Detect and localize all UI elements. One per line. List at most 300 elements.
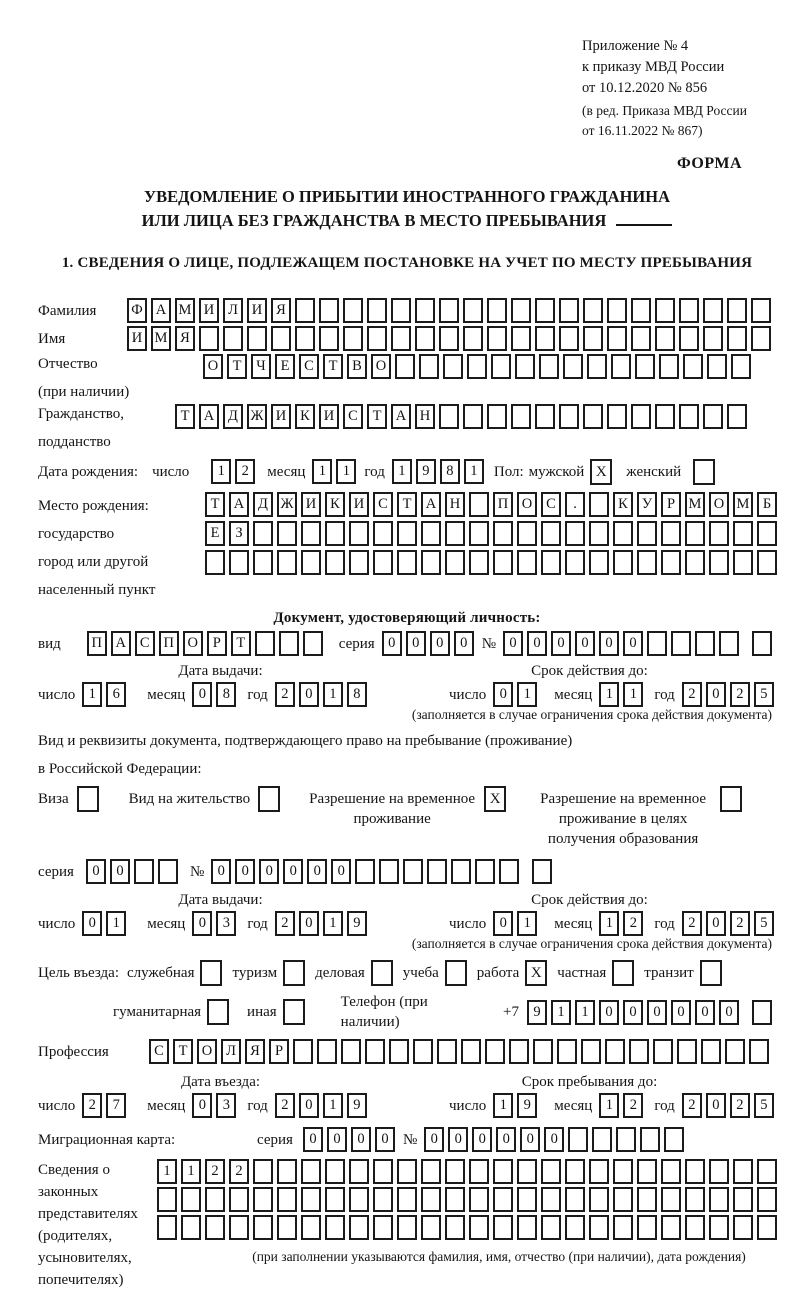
char-cell[interactable] — [413, 1039, 433, 1064]
char-cell[interactable]: О — [517, 492, 537, 517]
char-cell[interactable] — [587, 354, 607, 379]
char-cell[interactable] — [565, 521, 585, 546]
char-cell[interactable] — [157, 1215, 177, 1240]
char-cell[interactable] — [517, 1215, 537, 1240]
char-cell[interactable] — [253, 1187, 273, 1212]
char-cell[interactable]: Ф — [127, 298, 147, 323]
char-cell[interactable] — [709, 1159, 729, 1184]
char-cell[interactable]: Т — [205, 492, 225, 517]
char-cell[interactable] — [679, 298, 699, 323]
char-cell[interactable]: 2 — [682, 682, 702, 707]
char-cell[interactable] — [293, 1039, 313, 1064]
char-cell[interactable]: О — [203, 354, 223, 379]
char-cell[interactable]: С — [541, 492, 561, 517]
char-cell[interactable] — [421, 1159, 441, 1184]
char-cell[interactable]: 0 — [424, 1127, 444, 1152]
char-cell[interactable]: 0 — [719, 1000, 739, 1025]
char-cell[interactable] — [671, 631, 691, 656]
char-cell[interactable] — [445, 1159, 465, 1184]
char-cell[interactable]: 9 — [347, 1093, 367, 1118]
char-cell[interactable]: Р — [269, 1039, 289, 1064]
char-cell[interactable] — [583, 326, 603, 351]
char-cell[interactable]: 1 — [464, 459, 484, 484]
char-cell[interactable]: Д — [223, 404, 243, 429]
char-cell[interactable]: Я — [175, 326, 195, 351]
char-cell[interactable]: С — [343, 404, 363, 429]
char-cell[interactable] — [463, 298, 483, 323]
char-cell[interactable]: О — [709, 492, 729, 517]
char-cell[interactable] — [395, 354, 415, 379]
char-cell[interactable]: Е — [275, 354, 295, 379]
char-cell[interactable] — [725, 1039, 745, 1064]
char-cell[interactable]: О — [183, 631, 203, 656]
char-cell[interactable]: 5 — [754, 911, 774, 936]
char-cell[interactable] — [695, 631, 715, 656]
char-cell[interactable] — [397, 1187, 417, 1212]
char-cell[interactable] — [445, 550, 465, 575]
char-cell[interactable] — [325, 1159, 345, 1184]
char-cell[interactable]: Т — [227, 354, 247, 379]
char-cell[interactable] — [731, 354, 751, 379]
char-cell[interactable]: 1 — [517, 911, 537, 936]
char-cell[interactable] — [517, 550, 537, 575]
char-cell[interactable] — [421, 521, 441, 546]
char-cell[interactable] — [253, 550, 273, 575]
char-cell[interactable] — [301, 1159, 321, 1184]
char-cell[interactable]: С — [373, 492, 393, 517]
char-cell[interactable] — [661, 1215, 681, 1240]
char-cell[interactable] — [421, 550, 441, 575]
char-cell[interactable]: 5 — [754, 1093, 774, 1118]
char-cell[interactable]: 0 — [544, 1127, 564, 1152]
char-cell[interactable] — [677, 1039, 697, 1064]
char-cell[interactable]: 0 — [259, 859, 279, 884]
char-cell[interactable]: Р — [661, 492, 681, 517]
char-cell[interactable] — [439, 326, 459, 351]
char-cell[interactable]: О — [371, 354, 391, 379]
char-cell[interactable]: 2 — [275, 1093, 295, 1118]
char-cell[interactable] — [581, 1039, 601, 1064]
char-cell[interactable] — [709, 521, 729, 546]
char-cell[interactable]: А — [229, 492, 249, 517]
char-cell[interactable] — [557, 1039, 577, 1064]
char-cell[interactable] — [469, 1215, 489, 1240]
char-cell[interactable] — [415, 326, 435, 351]
char-cell[interactable]: 8 — [216, 682, 236, 707]
char-cell[interactable]: 0 — [192, 1093, 212, 1118]
char-cell[interactable] — [355, 859, 375, 884]
char-cell[interactable] — [616, 1127, 636, 1152]
char-cell[interactable] — [301, 521, 321, 546]
char-cell[interactable]: 1 — [517, 682, 537, 707]
char-cell[interactable] — [229, 1187, 249, 1212]
char-cell[interactable] — [469, 1187, 489, 1212]
char-cell[interactable]: 2 — [623, 1093, 643, 1118]
temp-residence-checkbox[interactable]: X — [484, 786, 506, 812]
char-cell[interactable] — [613, 550, 633, 575]
char-cell[interactable]: 0 — [382, 631, 402, 656]
char-cell[interactable] — [325, 550, 345, 575]
char-cell[interactable]: Р — [207, 631, 227, 656]
char-cell[interactable]: Т — [397, 492, 417, 517]
char-cell[interactable]: 1 — [157, 1159, 177, 1184]
char-cell[interactable]: 0 — [406, 631, 426, 656]
temp-residence-education-checkbox[interactable] — [720, 786, 742, 812]
char-cell[interactable]: 3 — [216, 911, 236, 936]
char-cell[interactable] — [583, 298, 603, 323]
char-cell[interactable] — [727, 404, 747, 429]
char-cell[interactable] — [589, 1215, 609, 1240]
char-cell[interactable]: Т — [367, 404, 387, 429]
char-cell[interactable] — [727, 298, 747, 323]
char-cell[interactable]: И — [349, 492, 369, 517]
char-cell[interactable]: 0 — [527, 631, 547, 656]
char-cell[interactable] — [158, 859, 178, 884]
char-cell[interactable]: М — [151, 326, 171, 351]
char-cell[interactable] — [532, 859, 552, 884]
char-cell[interactable] — [751, 298, 771, 323]
char-cell[interactable] — [701, 1039, 721, 1064]
char-cell[interactable]: 2 — [682, 911, 702, 936]
char-cell[interactable] — [397, 550, 417, 575]
char-cell[interactable] — [757, 1159, 777, 1184]
char-cell[interactable]: С — [135, 631, 155, 656]
char-cell[interactable] — [469, 550, 489, 575]
char-cell[interactable] — [703, 404, 723, 429]
char-cell[interactable]: 0 — [307, 859, 327, 884]
char-cell[interactable] — [635, 354, 655, 379]
char-cell[interactable] — [343, 326, 363, 351]
char-cell[interactable] — [397, 1215, 417, 1240]
char-cell[interactable]: 2 — [730, 1093, 750, 1118]
char-cell[interactable]: 0 — [82, 911, 102, 936]
char-cell[interactable] — [607, 298, 627, 323]
char-cell[interactable] — [439, 298, 459, 323]
char-cell[interactable] — [493, 1215, 513, 1240]
char-cell[interactable] — [679, 404, 699, 429]
char-cell[interactable] — [683, 354, 703, 379]
char-cell[interactable] — [499, 859, 519, 884]
char-cell[interactable] — [517, 1159, 537, 1184]
char-cell[interactable]: 0 — [430, 631, 450, 656]
char-cell[interactable]: Л — [223, 298, 243, 323]
char-cell[interactable] — [637, 521, 657, 546]
char-cell[interactable]: 0 — [493, 911, 513, 936]
char-cell[interactable]: 0 — [454, 631, 474, 656]
char-cell[interactable] — [757, 550, 777, 575]
char-cell[interactable]: Н — [415, 404, 435, 429]
char-cell[interactable] — [533, 1039, 553, 1064]
char-cell[interactable] — [421, 1187, 441, 1212]
char-cell[interactable]: 0 — [575, 631, 595, 656]
char-cell[interactable] — [664, 1127, 684, 1152]
char-cell[interactable] — [461, 1039, 481, 1064]
char-cell[interactable]: 1 — [106, 911, 126, 936]
char-cell[interactable]: 3 — [216, 1093, 236, 1118]
char-cell[interactable] — [319, 326, 339, 351]
char-cell[interactable]: 8 — [347, 682, 367, 707]
char-cell[interactable] — [733, 1159, 753, 1184]
purpose-study-checkbox[interactable] — [445, 960, 467, 986]
char-cell[interactable] — [757, 1215, 777, 1240]
char-cell[interactable] — [511, 404, 531, 429]
char-cell[interactable] — [253, 1215, 273, 1240]
char-cell[interactable]: 0 — [299, 1093, 319, 1118]
char-cell[interactable]: 2 — [682, 1093, 702, 1118]
char-cell[interactable] — [463, 326, 483, 351]
purpose-transit-checkbox[interactable] — [700, 960, 722, 986]
char-cell[interactable] — [727, 326, 747, 351]
char-cell[interactable] — [541, 1187, 561, 1212]
purpose-humanitarian-checkbox[interactable] — [207, 999, 229, 1025]
char-cell[interactable] — [589, 550, 609, 575]
char-cell[interactable] — [325, 1187, 345, 1212]
char-cell[interactable] — [373, 550, 393, 575]
char-cell[interactable] — [469, 1159, 489, 1184]
char-cell[interactable] — [445, 521, 465, 546]
char-cell[interactable] — [539, 354, 559, 379]
char-cell[interactable] — [325, 521, 345, 546]
char-cell[interactable]: 0 — [706, 911, 726, 936]
char-cell[interactable] — [613, 1215, 633, 1240]
char-cell[interactable]: 0 — [551, 631, 571, 656]
char-cell[interactable] — [205, 1215, 225, 1240]
char-cell[interactable]: 0 — [211, 859, 231, 884]
char-cell[interactable]: 1 — [623, 682, 643, 707]
char-cell[interactable] — [511, 298, 531, 323]
char-cell[interactable] — [367, 326, 387, 351]
char-cell[interactable]: 1 — [599, 682, 619, 707]
residence-permit-checkbox[interactable] — [258, 786, 280, 812]
char-cell[interactable]: М — [175, 298, 195, 323]
char-cell[interactable] — [637, 1215, 657, 1240]
char-cell[interactable]: 0 — [647, 1000, 667, 1025]
char-cell[interactable]: 0 — [375, 1127, 395, 1152]
char-cell[interactable] — [589, 521, 609, 546]
char-cell[interactable] — [631, 326, 651, 351]
char-cell[interactable] — [749, 1039, 769, 1064]
char-cell[interactable] — [733, 1215, 753, 1240]
char-cell[interactable] — [325, 1215, 345, 1240]
char-cell[interactable] — [751, 326, 771, 351]
char-cell[interactable]: 1 — [323, 1093, 343, 1118]
char-cell[interactable] — [451, 859, 471, 884]
char-cell[interactable] — [752, 1000, 772, 1025]
char-cell[interactable] — [391, 326, 411, 351]
char-cell[interactable]: С — [149, 1039, 169, 1064]
char-cell[interactable] — [535, 404, 555, 429]
char-cell[interactable] — [631, 298, 651, 323]
char-cell[interactable]: 1 — [323, 911, 343, 936]
char-cell[interactable] — [605, 1039, 625, 1064]
char-cell[interactable]: 7 — [106, 1093, 126, 1118]
char-cell[interactable] — [365, 1039, 385, 1064]
purpose-tourism-checkbox[interactable] — [283, 960, 305, 986]
char-cell[interactable] — [317, 1039, 337, 1064]
char-cell[interactable] — [389, 1039, 409, 1064]
visa-checkbox[interactable] — [77, 786, 99, 812]
char-cell[interactable] — [493, 550, 513, 575]
char-cell[interactable] — [445, 1215, 465, 1240]
char-cell[interactable] — [607, 404, 627, 429]
char-cell[interactable]: 1 — [323, 682, 343, 707]
char-cell[interactable]: 2 — [235, 459, 255, 484]
char-cell[interactable] — [349, 1215, 369, 1240]
char-cell[interactable]: С — [299, 354, 319, 379]
char-cell[interactable]: 1 — [211, 459, 231, 484]
char-cell[interactable] — [491, 354, 511, 379]
char-cell[interactable]: Т — [323, 354, 343, 379]
char-cell[interactable]: 2 — [82, 1093, 102, 1118]
char-cell[interactable]: П — [87, 631, 107, 656]
char-cell[interactable] — [685, 1215, 705, 1240]
char-cell[interactable]: 1 — [599, 1093, 619, 1118]
char-cell[interactable]: Я — [245, 1039, 265, 1064]
char-cell[interactable] — [319, 298, 339, 323]
char-cell[interactable] — [733, 521, 753, 546]
char-cell[interactable]: Т — [175, 404, 195, 429]
char-cell[interactable]: 2 — [275, 682, 295, 707]
char-cell[interactable]: 1 — [181, 1159, 201, 1184]
char-cell[interactable] — [613, 521, 633, 546]
char-cell[interactable] — [733, 550, 753, 575]
char-cell[interactable] — [541, 1215, 561, 1240]
char-cell[interactable] — [685, 1159, 705, 1184]
char-cell[interactable] — [611, 354, 631, 379]
char-cell[interactable] — [373, 1159, 393, 1184]
char-cell[interactable]: 0 — [706, 682, 726, 707]
purpose-other-checkbox[interactable] — [283, 999, 305, 1025]
char-cell[interactable] — [613, 1159, 633, 1184]
char-cell[interactable]: 0 — [503, 631, 523, 656]
char-cell[interactable] — [709, 1187, 729, 1212]
char-cell[interactable] — [637, 1159, 657, 1184]
char-cell[interactable] — [277, 521, 297, 546]
char-cell[interactable] — [517, 1187, 537, 1212]
char-cell[interactable] — [303, 631, 323, 656]
char-cell[interactable] — [703, 298, 723, 323]
char-cell[interactable]: 2 — [275, 911, 295, 936]
char-cell[interactable]: М — [733, 492, 753, 517]
char-cell[interactable] — [421, 1215, 441, 1240]
char-cell[interactable]: А — [391, 404, 411, 429]
char-cell[interactable] — [229, 550, 249, 575]
char-cell[interactable]: 2 — [229, 1159, 249, 1184]
char-cell[interactable] — [583, 404, 603, 429]
char-cell[interactable] — [631, 404, 651, 429]
char-cell[interactable] — [277, 1159, 297, 1184]
char-cell[interactable] — [427, 859, 447, 884]
char-cell[interactable]: 0 — [599, 1000, 619, 1025]
char-cell[interactable]: 9 — [517, 1093, 537, 1118]
char-cell[interactable]: А — [421, 492, 441, 517]
char-cell[interactable] — [157, 1187, 177, 1212]
char-cell[interactable]: И — [301, 492, 321, 517]
char-cell[interactable]: Д — [253, 492, 273, 517]
char-cell[interactable]: 0 — [695, 1000, 715, 1025]
char-cell[interactable] — [685, 1187, 705, 1212]
char-cell[interactable] — [640, 1127, 660, 1152]
char-cell[interactable] — [493, 1187, 513, 1212]
char-cell[interactable] — [565, 1187, 585, 1212]
char-cell[interactable] — [349, 1159, 369, 1184]
char-cell[interactable]: 2 — [205, 1159, 225, 1184]
char-cell[interactable]: 0 — [448, 1127, 468, 1152]
purpose-work-checkbox[interactable]: X — [525, 960, 547, 986]
char-cell[interactable]: И — [319, 404, 339, 429]
char-cell[interactable]: 0 — [192, 911, 212, 936]
char-cell[interactable] — [655, 298, 675, 323]
char-cell[interactable]: 0 — [623, 631, 643, 656]
char-cell[interactable] — [255, 631, 275, 656]
char-cell[interactable] — [181, 1215, 201, 1240]
char-cell[interactable] — [367, 298, 387, 323]
char-cell[interactable] — [271, 326, 291, 351]
char-cell[interactable] — [559, 404, 579, 429]
sex-male-checkbox[interactable]: X — [590, 459, 612, 485]
char-cell[interactable] — [277, 550, 297, 575]
char-cell[interactable] — [752, 631, 772, 656]
char-cell[interactable] — [301, 1187, 321, 1212]
char-cell[interactable] — [733, 1187, 753, 1212]
char-cell[interactable] — [629, 1039, 649, 1064]
char-cell[interactable]: М — [685, 492, 705, 517]
char-cell[interactable]: У — [637, 492, 657, 517]
char-cell[interactable] — [493, 521, 513, 546]
char-cell[interactable] — [463, 404, 483, 429]
char-cell[interactable]: 0 — [235, 859, 255, 884]
char-cell[interactable] — [397, 1159, 417, 1184]
char-cell[interactable]: К — [295, 404, 315, 429]
char-cell[interactable]: 2 — [623, 911, 643, 936]
char-cell[interactable] — [134, 859, 154, 884]
char-cell[interactable] — [443, 354, 463, 379]
char-cell[interactable] — [205, 550, 225, 575]
char-cell[interactable] — [343, 298, 363, 323]
char-cell[interactable]: А — [151, 298, 171, 323]
char-cell[interactable] — [535, 326, 555, 351]
char-cell[interactable] — [391, 298, 411, 323]
char-cell[interactable] — [719, 631, 739, 656]
char-cell[interactable] — [661, 550, 681, 575]
purpose-official-checkbox[interactable] — [200, 960, 222, 986]
char-cell[interactable]: 1 — [312, 459, 332, 484]
char-cell[interactable]: П — [159, 631, 179, 656]
char-cell[interactable]: П — [493, 492, 513, 517]
char-cell[interactable]: 0 — [493, 682, 513, 707]
char-cell[interactable] — [637, 550, 657, 575]
purpose-private-checkbox[interactable] — [612, 960, 634, 986]
char-cell[interactable] — [592, 1127, 612, 1152]
char-cell[interactable] — [487, 404, 507, 429]
char-cell[interactable] — [685, 550, 705, 575]
char-cell[interactable]: Л — [221, 1039, 241, 1064]
char-cell[interactable]: И — [247, 298, 267, 323]
char-cell[interactable] — [565, 550, 585, 575]
char-cell[interactable] — [247, 326, 267, 351]
char-cell[interactable]: Т — [173, 1039, 193, 1064]
char-cell[interactable]: 0 — [110, 859, 130, 884]
char-cell[interactable] — [379, 859, 399, 884]
char-cell[interactable]: Н — [445, 492, 465, 517]
char-cell[interactable] — [589, 1187, 609, 1212]
char-cell[interactable] — [565, 1215, 585, 1240]
char-cell[interactable]: И — [271, 404, 291, 429]
char-cell[interactable]: 0 — [706, 1093, 726, 1118]
char-cell[interactable]: 0 — [623, 1000, 643, 1025]
char-cell[interactable]: 0 — [86, 859, 106, 884]
char-cell[interactable]: 8 — [440, 459, 460, 484]
